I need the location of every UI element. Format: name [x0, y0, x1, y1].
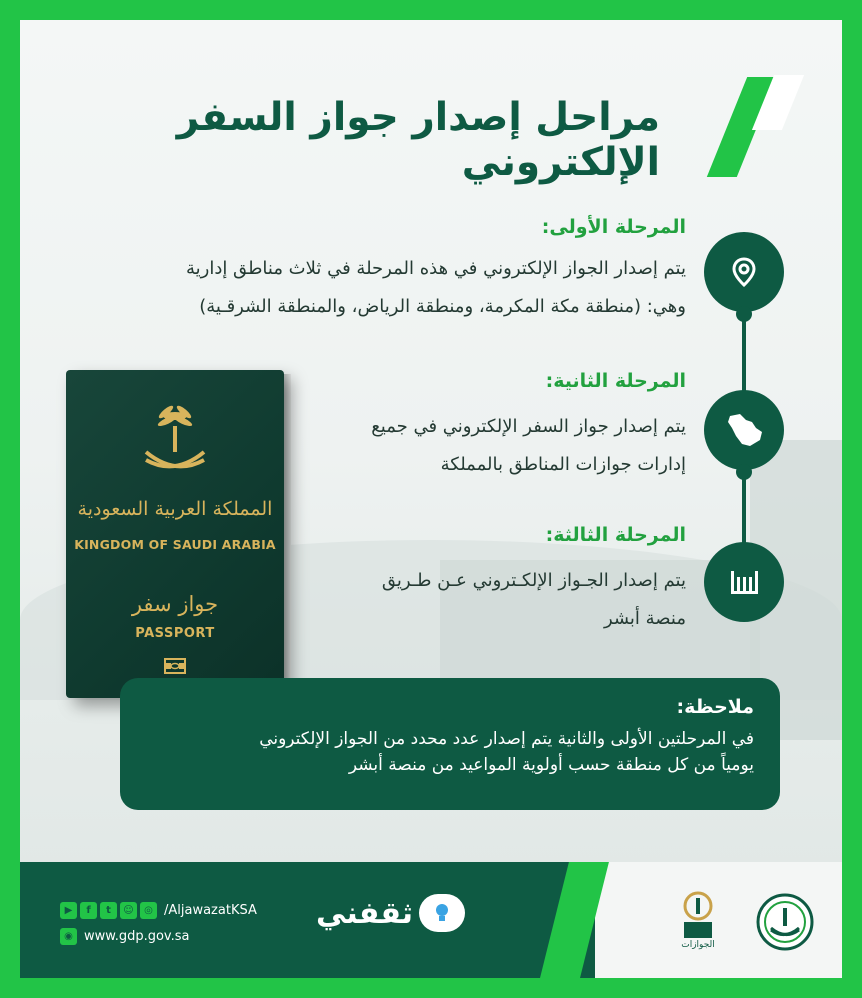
stage-1-text — [100, 250, 686, 326]
stage-2-heading: المرحلة الثانية: — [545, 370, 686, 392]
youtube-icon[interactable]: ▶ — [60, 902, 77, 919]
note-heading: ملاحظة: — [676, 696, 754, 718]
note-box — [120, 678, 780, 810]
note-text — [144, 726, 754, 778]
passport-pages-edge — [284, 374, 291, 698]
footer-left-panel — [20, 862, 580, 978]
absher-logo-icon — [725, 563, 763, 601]
stage-3-icon-circle — [704, 542, 784, 622]
globe-icon: ◉ — [60, 928, 77, 945]
snapchat-icon[interactable]: ☺ — [120, 902, 137, 919]
infographic-card — [20, 20, 842, 978]
stage-2-line-2: إدارات جوازات المناطق بالمملكة — [440, 454, 686, 475]
note-line-2: يومياً من كل منطقة حسب أولوية المواعيد من منصة أبشر — [348, 755, 754, 775]
website-link[interactable]: www.gdp.gov.sa — [84, 929, 190, 944]
ministry-emblem-icon — [755, 892, 815, 952]
jawazat-label: الجوازات — [681, 940, 715, 950]
stage-3-line-1: يتم إصدار الجـواز الإلكـتروني عـن طـريق — [381, 570, 686, 591]
lightbulb-cloud-icon — [419, 894, 465, 932]
location-pin-icon — [727, 255, 761, 289]
note-line-1: في المرحلتين الأولى والثانية يتم إصدار عدد محدد من الجواز الإلكتروني — [259, 729, 754, 749]
page-title: مراحل إصدار جواز السفر الإلكتروني — [176, 95, 660, 185]
stage-2-icon-circle — [704, 390, 784, 470]
social-row — [60, 902, 257, 919]
brand-name: ثقفني — [316, 895, 414, 931]
stage-1-heading: المرحلة الأولى: — [541, 216, 686, 238]
passport-image — [66, 370, 284, 698]
timeline-dot — [736, 306, 752, 322]
facebook-icon[interactable]: f — [80, 902, 97, 919]
footer-right-panel — [595, 862, 842, 978]
social-handle[interactable]: /AljawazatKSA — [164, 903, 257, 918]
passport-english-title: PASSPORT — [135, 626, 215, 641]
instagram-icon[interactable]: ◎ — [140, 902, 157, 919]
stage-3-line-2: منصة أبشر — [603, 608, 686, 629]
stage-2-line-1: يتم إصدار جواز السفر الإلكتروني في جميع — [371, 416, 686, 437]
brand-logo — [316, 894, 465, 932]
passport-arabic-country: المملكة العربية السعودية — [77, 498, 273, 520]
website-row — [60, 928, 190, 945]
passport-arabic-title: جواز سفر — [131, 592, 219, 616]
stage-1-line-2: وهي: (منطقة مكة المكرمة، ومنطقة الرياض، والمنطقة الشرقـية) — [199, 296, 686, 317]
passport-english-country: KINGDOM OF SAUDI ARABIA — [74, 537, 276, 552]
saudi-emblem-icon — [140, 404, 210, 478]
timeline-dot — [736, 464, 752, 480]
stage-1-icon-circle — [704, 232, 784, 312]
stage-3-heading: المرحلة الثالثة: — [545, 524, 686, 546]
chip-icon — [164, 658, 186, 674]
saudi-map-icon — [722, 410, 766, 450]
twitter-icon[interactable]: t — [100, 902, 117, 919]
stage-1-line-1: يتم إصدار الجواز الإلكتروني في هذه المرحلة في ثلاث مناطق إدارية — [185, 258, 686, 279]
